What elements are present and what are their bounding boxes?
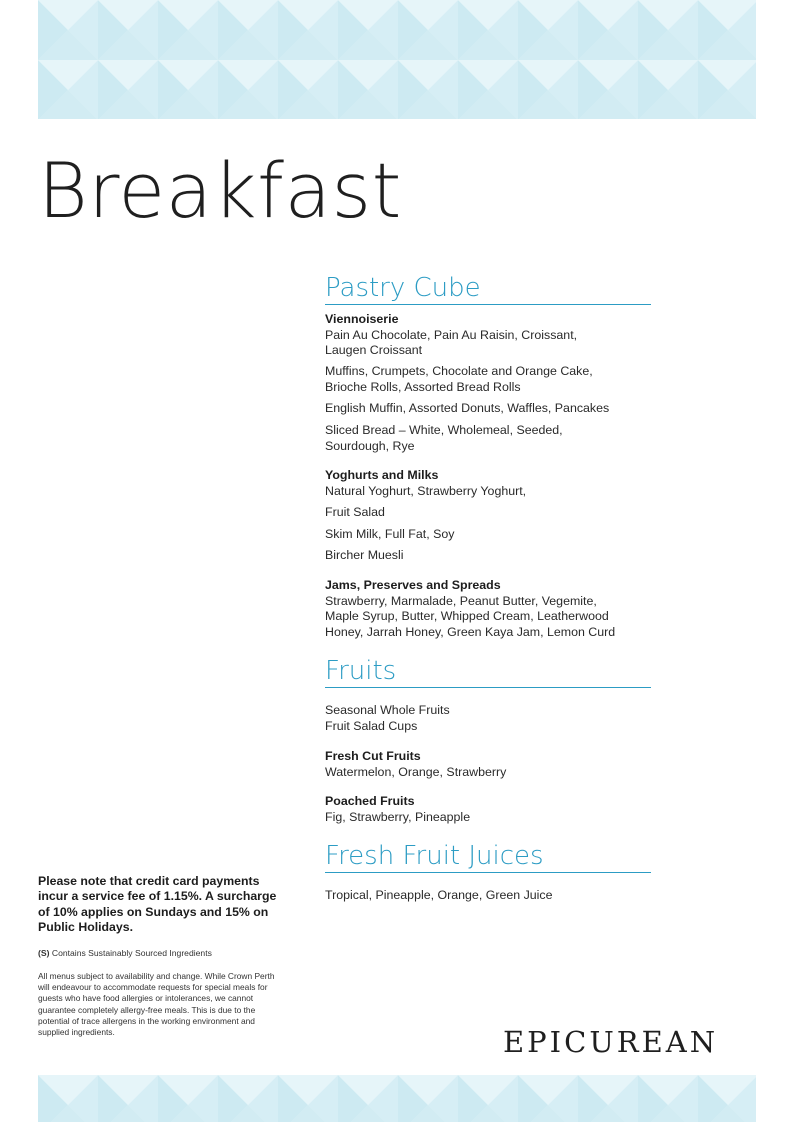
item-line: Seasonal Whole Fruits	[325, 703, 450, 717]
jams-block	[325, 578, 655, 640]
viennoiserie-block	[325, 312, 655, 359]
decorative-top-band	[38, 0, 756, 119]
item-heading: Poached Fruits	[325, 794, 415, 808]
item-line: Honey, Jarrah Honey, Green Kaya Jam, Lemon Curd	[325, 624, 616, 639]
allergen-disclaimer: All menus subject to availability and change. While Crown Perth will endeavour to accommodate requests for special meals for guests who have food allergies or intolerances, we cannot guarantee completely allergy-free meals. This is due to the potential of trace allergens in the working environment and supplied ingredients.	[38, 971, 275, 1038]
item-heading: Fresh Cut Fruits	[325, 749, 421, 763]
item-line: Pain Au Chocolate, Pain Au Raisin, Croissant,	[325, 327, 578, 342]
page-title: Breakfast	[38, 146, 402, 235]
juices-block	[325, 888, 655, 904]
sustainable-marker: (S)	[38, 948, 50, 958]
item-line: Sourdough, Rye	[325, 438, 415, 453]
item-line: Fruit Salad Cups	[325, 718, 418, 733]
item-heading: Jams, Preserves and Spreads	[325, 578, 501, 592]
fruit-salad-block	[325, 505, 655, 521]
bread-block	[325, 423, 655, 454]
item-line: Maple Syrup, Butter, Whipped Cream, Leatherwood	[325, 609, 609, 623]
item-line: Laugen Croissant	[325, 343, 423, 357]
item-line: Bircher Muesli	[325, 548, 404, 562]
english-muffin-block	[325, 401, 655, 417]
item-line: Tropical, Pineapple, Orange, Green Juice	[325, 888, 553, 902]
item-line: Fig, Strawberry, Pineapple	[325, 809, 471, 824]
item-line: Muffins, Crumpets, Chocolate and Orange Cake,	[325, 364, 593, 378]
section-title-juices: Fresh Fruit Juices	[325, 840, 651, 873]
decorative-bottom-band	[38, 1075, 756, 1122]
item-line: Fruit Salad	[325, 505, 385, 519]
sustainable-text: Contains Sustainably Sourced Ingredients	[51, 948, 212, 958]
fresh-cut-block	[325, 749, 655, 780]
item-line: Natural Yoghurt, Strawberry Yoghurt,	[325, 483, 527, 498]
muesli-block	[325, 548, 655, 564]
sustainable-legend	[38, 948, 212, 958]
section-title-fruits: Fruits	[325, 655, 651, 688]
item-line: Watermelon, Orange, Strawberry	[325, 764, 507, 779]
epicurean-logo: EPICUREAN	[503, 1025, 719, 1059]
service-fee-notice: Please note that credit card payments incur a service fee of 1.15%. A surcharge of 10% applies on Sundays and 15% on Public Holidays.	[38, 874, 277, 934]
item-line: Skim Milk, Full Fat, Soy	[325, 527, 455, 541]
item-line: Brioche Rolls, Assorted Bread Rolls	[325, 379, 521, 394]
poached-block	[325, 794, 655, 825]
item-heading: Yoghurts and Milks	[325, 468, 439, 482]
geometric-pattern	[38, 0, 756, 119]
whole-fruits-block	[325, 703, 655, 734]
milk-block	[325, 527, 655, 543]
item-heading: Viennoiserie	[325, 312, 399, 326]
cakes-block	[325, 364, 655, 395]
yoghurts-block	[325, 468, 655, 499]
geometric-pattern	[38, 1075, 756, 1122]
section-title-pastry: Pastry Cube	[325, 272, 651, 305]
item-line: English Muffin, Assorted Donuts, Waffles, Pancakes	[325, 401, 610, 415]
item-line: Strawberry, Marmalade, Peanut Butter, Vegemite,	[325, 593, 597, 608]
item-line: Sliced Bread – White, Wholemeal, Seeded,	[325, 423, 563, 437]
